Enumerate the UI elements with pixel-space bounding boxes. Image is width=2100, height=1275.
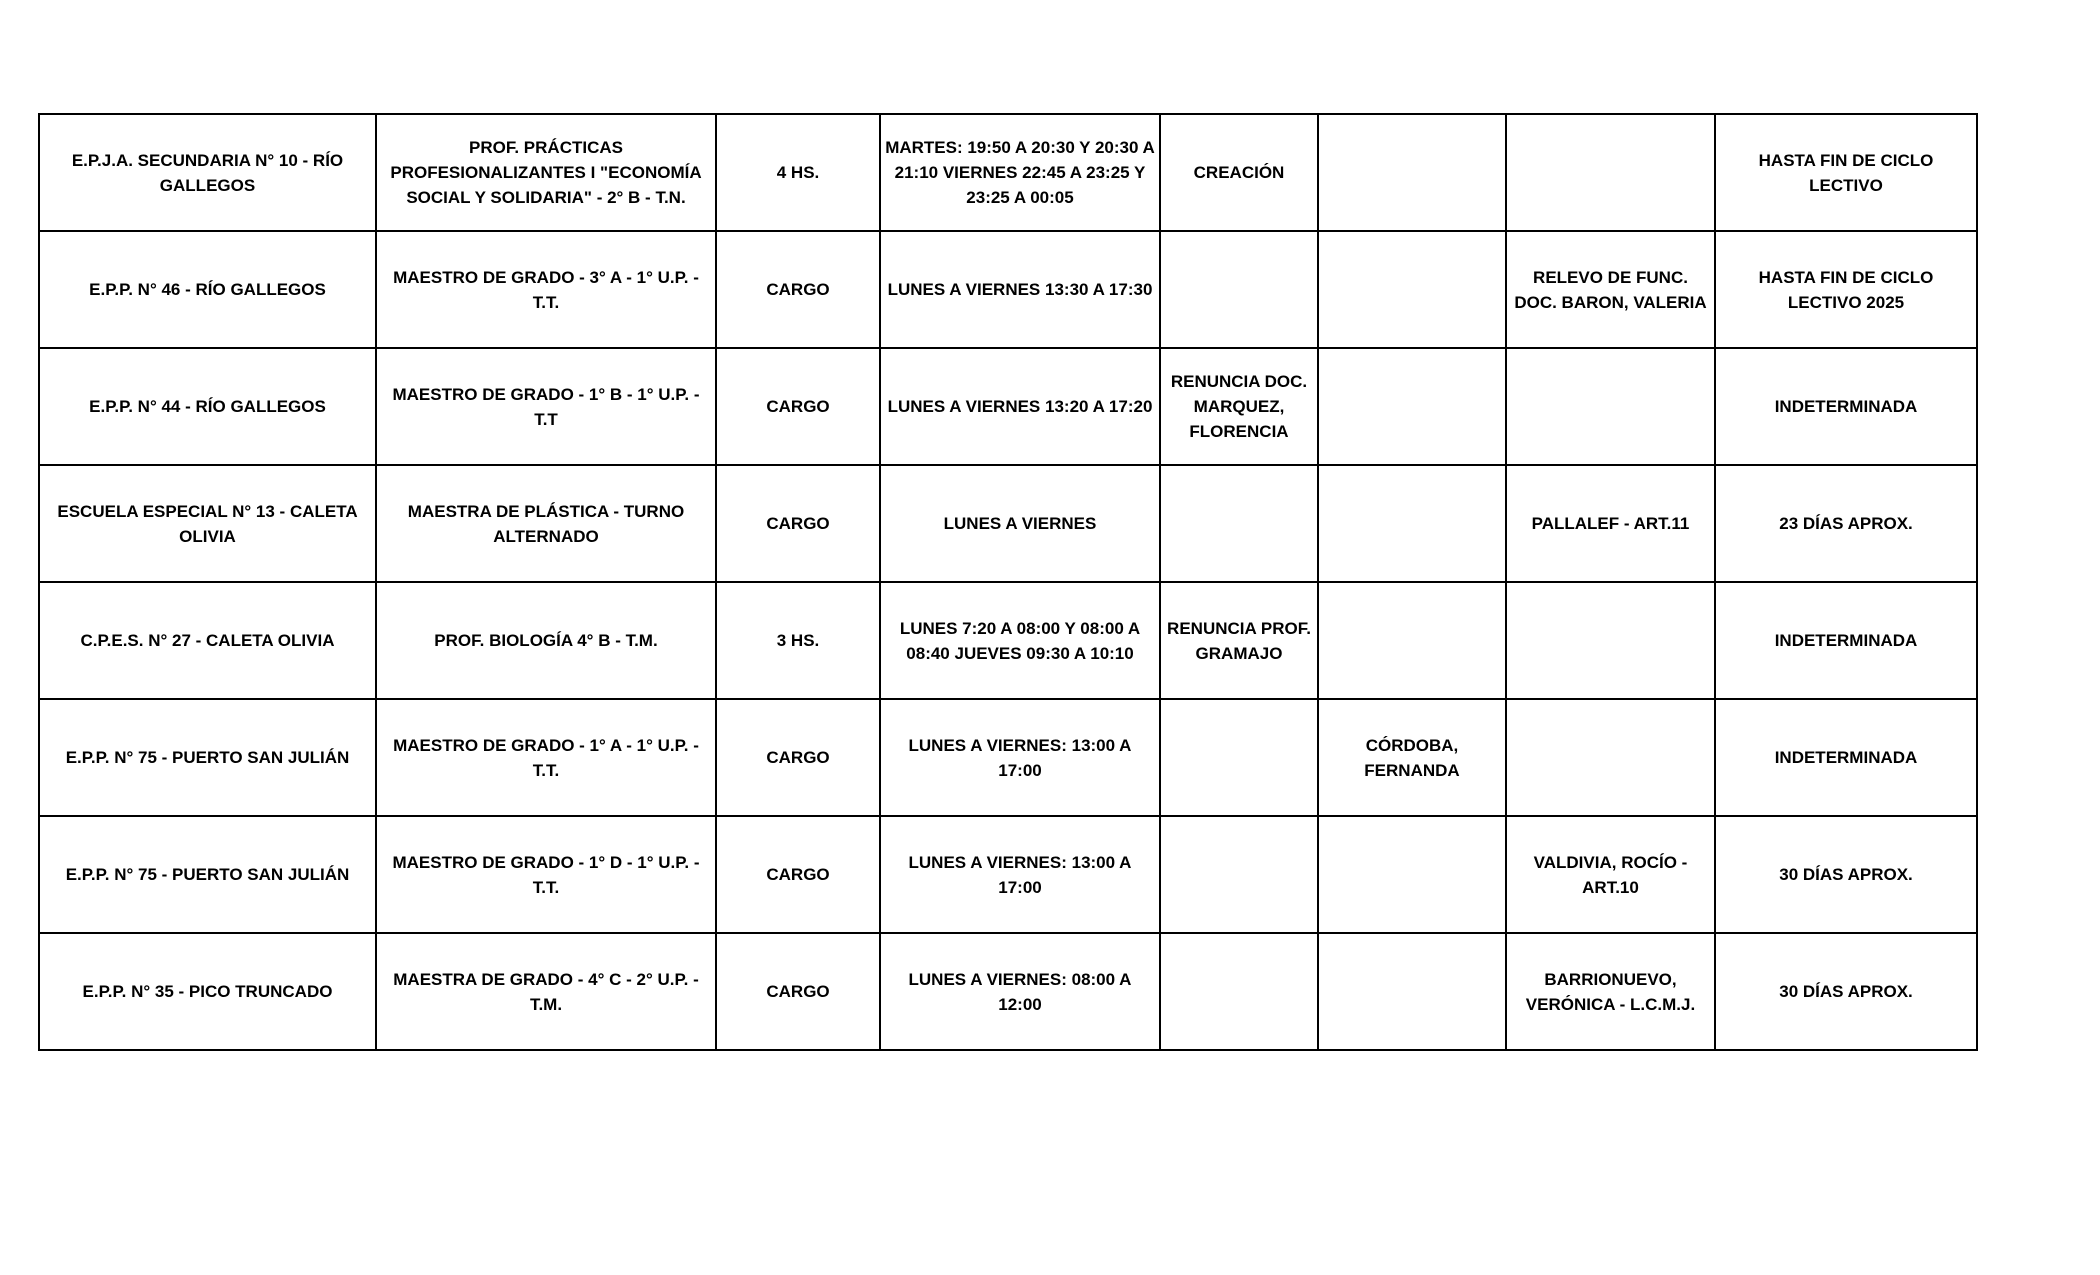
school-cell: E.P.J.A. SECUNDARIA N° 10 - RÍO GALLEGOS	[39, 114, 376, 231]
reason-cell: CREACIÓN	[1160, 114, 1318, 231]
replacement-cell: VALDIVIA, ROCÍO - ART.10	[1506, 816, 1715, 933]
table-row	[39, 231, 1977, 348]
duration-cell: INDETERMINADA	[1715, 582, 1977, 699]
reason-cell	[1160, 699, 1318, 816]
load-cell: CARGO	[716, 465, 880, 582]
vacancies-table	[38, 113, 1978, 1051]
reason-cell: RENUNCIA DOC. MARQUEZ, FLORENCIA	[1160, 348, 1318, 465]
replacement-cell	[1506, 114, 1715, 231]
replacement-cell: RELEVO DE FUNC. DOC. BARON, VALERIA	[1506, 231, 1715, 348]
table-row	[39, 582, 1977, 699]
reason-cell	[1160, 816, 1318, 933]
replacement-cell: BARRIONUEVO, VERÓNICA - L.C.M.J.	[1506, 933, 1715, 1050]
holder-cell	[1318, 348, 1506, 465]
position-cell: MAESTRO DE GRADO - 1° B - 1° U.P. - T.T	[376, 348, 716, 465]
replacement-cell: PALLALEF - ART.11	[1506, 465, 1715, 582]
position-cell: MAESTRO DE GRADO - 1° D - 1° U.P. - T.T.	[376, 816, 716, 933]
reason-cell	[1160, 933, 1318, 1050]
position-cell: MAESTRO DE GRADO - 3° A - 1° U.P. - T.T.	[376, 231, 716, 348]
duration-cell: HASTA FIN DE CICLO LECTIVO 2025	[1715, 231, 1977, 348]
duration-cell: INDETERMINADA	[1715, 699, 1977, 816]
school-cell: E.P.P. N° 75 - PUERTO SAN JULIÁN	[39, 816, 376, 933]
position-cell: MAESTRA DE PLÁSTICA - TURNO ALTERNADO	[376, 465, 716, 582]
holder-cell	[1318, 933, 1506, 1050]
holder-cell	[1318, 582, 1506, 699]
load-cell: 4 HS.	[716, 114, 880, 231]
table-row	[39, 348, 1977, 465]
school-cell: E.P.P. N° 44 - RÍO GALLEGOS	[39, 348, 376, 465]
load-cell: CARGO	[716, 699, 880, 816]
replacement-cell	[1506, 582, 1715, 699]
school-cell: E.P.P. N° 46 - RÍO GALLEGOS	[39, 231, 376, 348]
load-cell: CARGO	[716, 933, 880, 1050]
school-cell: ESCUELA ESPECIAL N° 13 - CALETA OLIVIA	[39, 465, 376, 582]
load-cell: CARGO	[716, 231, 880, 348]
schedule-cell: LUNES A VIERNES 13:30 A 17:30	[880, 231, 1160, 348]
duration-cell: 30 DÍAS APROX.	[1715, 933, 1977, 1050]
schedule-cell: LUNES A VIERNES: 08:00 A 12:00	[880, 933, 1160, 1050]
holder-cell	[1318, 816, 1506, 933]
duration-cell: INDETERMINADA	[1715, 348, 1977, 465]
duration-cell: 30 DÍAS APROX.	[1715, 816, 1977, 933]
holder-cell	[1318, 114, 1506, 231]
position-cell: PROF. PRÁCTICAS PROFESIONALIZANTES I "ECONOMÍA SOCIAL Y SOLIDARIA" - 2° B - T.N.	[376, 114, 716, 231]
position-cell: MAESTRA DE GRADO - 4° C - 2° U.P. - T.M.	[376, 933, 716, 1050]
table-body	[39, 114, 1977, 1050]
school-cell: E.P.P. N° 35 - PICO TRUNCADO	[39, 933, 376, 1050]
schedule-cell: LUNES A VIERNES: 13:00 A 17:00	[880, 816, 1160, 933]
table-row	[39, 699, 1977, 816]
replacement-cell	[1506, 699, 1715, 816]
school-cell: C.P.E.S. N° 27 - CALETA OLIVIA	[39, 582, 376, 699]
reason-cell	[1160, 231, 1318, 348]
table-row	[39, 933, 1977, 1050]
holder-cell: CÓRDOBA, FERNANDA	[1318, 699, 1506, 816]
load-cell: CARGO	[716, 348, 880, 465]
schedule-cell: LUNES A VIERNES	[880, 465, 1160, 582]
schedule-cell: LUNES A VIERNES 13:20 A 17:20	[880, 348, 1160, 465]
school-cell: E.P.P. N° 75 - PUERTO SAN JULIÁN	[39, 699, 376, 816]
table-row	[39, 465, 1977, 582]
position-cell: MAESTRO DE GRADO - 1° A - 1° U.P. - T.T.	[376, 699, 716, 816]
position-cell: PROF. BIOLOGÍA 4° B - T.M.	[376, 582, 716, 699]
load-cell: 3 HS.	[716, 582, 880, 699]
reason-cell	[1160, 465, 1318, 582]
duration-cell: HASTA FIN DE CICLO LECTIVO	[1715, 114, 1977, 231]
reason-cell: RENUNCIA PROF. GRAMAJO	[1160, 582, 1318, 699]
schedule-cell: LUNES 7:20 A 08:00 Y 08:00 A 08:40 JUEVES 09:30 A 10:10	[880, 582, 1160, 699]
replacement-cell	[1506, 348, 1715, 465]
load-cell: CARGO	[716, 816, 880, 933]
table-row	[39, 114, 1977, 231]
table-row	[39, 816, 1977, 933]
holder-cell	[1318, 465, 1506, 582]
schedule-cell: LUNES A VIERNES: 13:00 A 17:00	[880, 699, 1160, 816]
duration-cell: 23 DÍAS APROX.	[1715, 465, 1977, 582]
schedule-cell: MARTES: 19:50 A 20:30 Y 20:30 A 21:10 VIERNES 22:45 A 23:25 Y 23:25 A 00:05	[880, 114, 1160, 231]
holder-cell	[1318, 231, 1506, 348]
